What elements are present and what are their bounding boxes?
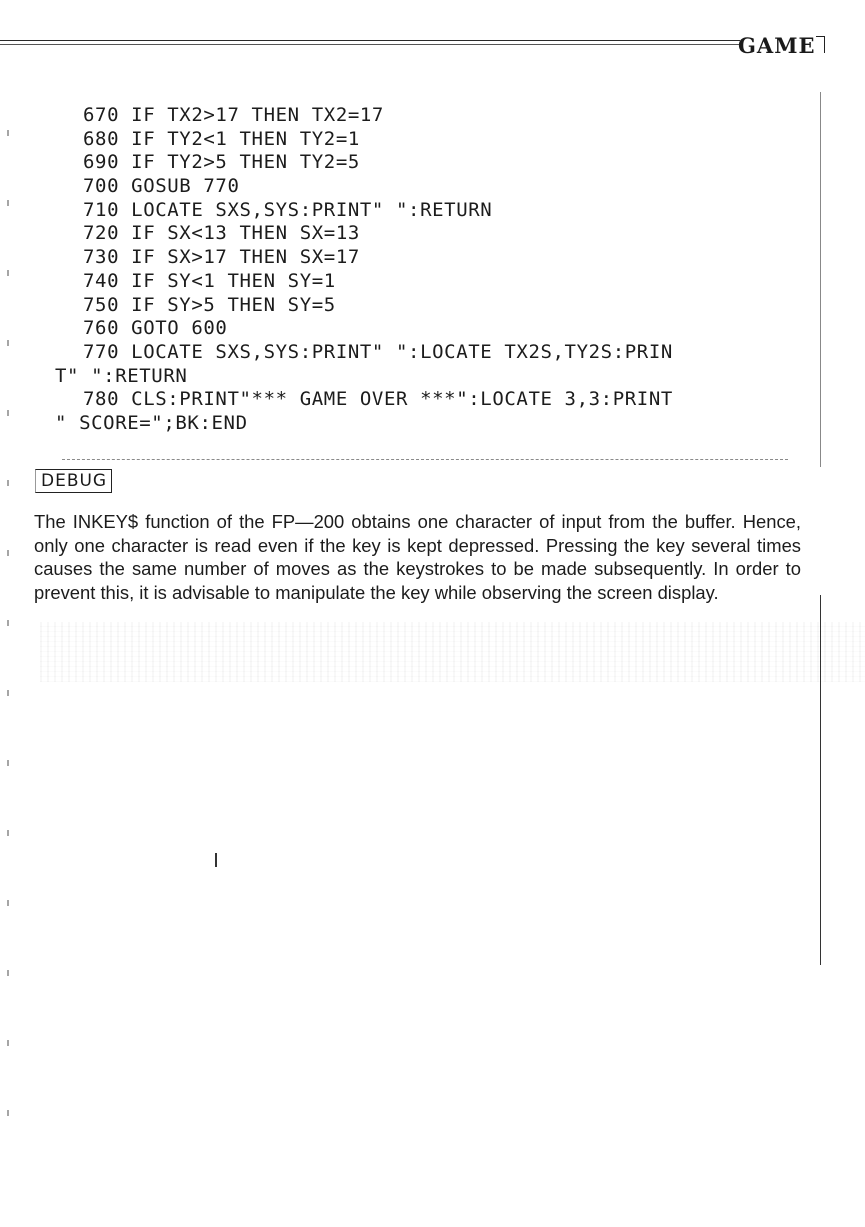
scan-noise-band [40,622,865,682]
debug-paragraph: The INKEY$ function of the FP—200 obtains one character of input from the buffer. Hence, only one character is read even if the key is kept depressed. Pressing the key several times causes the same number of moves as the keystrokes to be made subsequently. In order to prevent this, it is advisable to manipulate the key while observing the screen display. [34,511,801,603]
header-rule [0,40,740,41]
code-line: 680 IF TY2<1 THEN TY2=1 [83,127,360,150]
debug-heading: DEBUG [35,469,112,493]
code-line: 700 GOSUB 770 [83,175,240,198]
code-line: 770 LOCATE SXS,SYS:PRINT" ":LOCATE TX2S,TY2S:PRIN [83,340,673,363]
code-line: " SCORE=";BK:END [55,411,248,434]
code-line: 740 IF SY<1 THEN SY=1 [83,269,336,292]
code-line: 690 IF TY2>5 THEN TY2=5 [83,151,360,174]
section-tab-label: GAME [738,33,816,58]
code-line: 670 IF TX2>17 THEN TX2=17 [83,104,384,126]
code-line: 720 IF SX<13 THEN SX=13 [83,222,360,245]
scan-margin-specks [7,130,9,1130]
right-margin-rule [820,92,821,467]
section-divider [62,459,788,460]
section-tab-bracket [816,36,825,53]
code-listing [55,104,815,436]
code-line: 710 LOCATE SXS,SYS:PRINT" ":RETURN [83,198,493,221]
scan-stray-mark [215,853,217,867]
code-line: T" ":RETURN [55,364,188,387]
code-line: 760 GOTO 600 [83,317,228,340]
header-rule-secondary [0,44,740,45]
code-line: 780 CLS:PRINT"*** GAME OVER ***":LOCATE 3,3:PRINT [83,388,673,411]
code-line: 750 IF SY>5 THEN SY=5 [83,293,336,316]
code-line: 730 IF SX>17 THEN SX=17 [83,246,360,269]
